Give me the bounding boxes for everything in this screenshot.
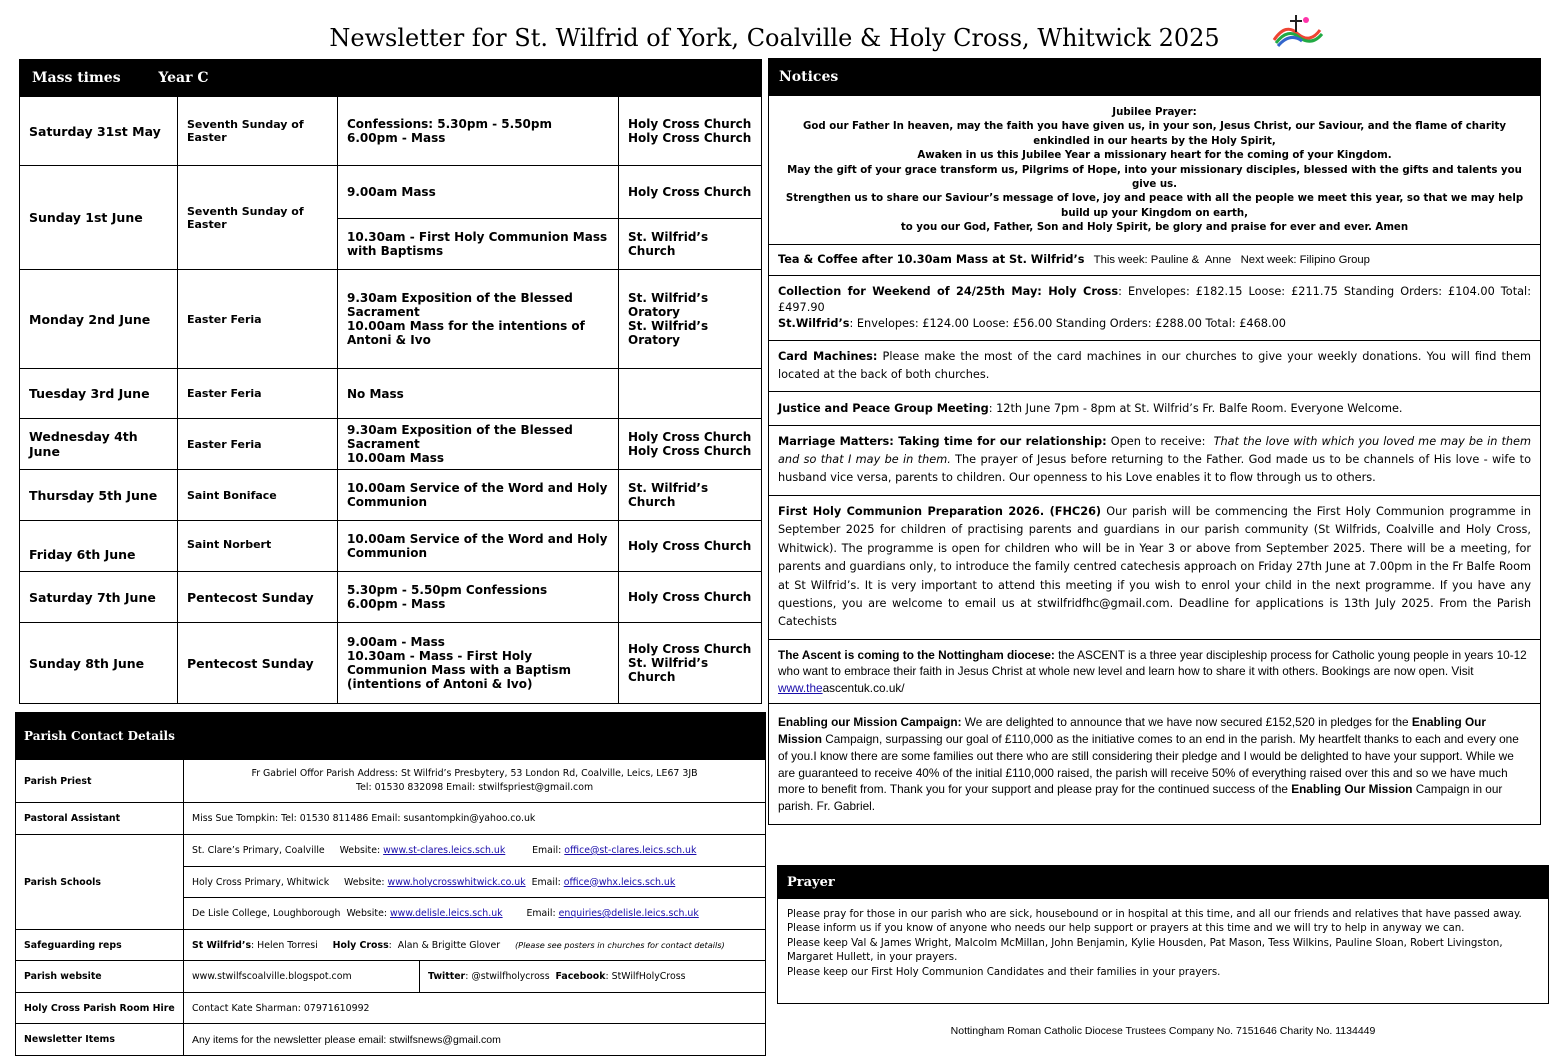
table-row: [20, 166, 762, 219]
mass-place: Holy Cross Church: [619, 166, 762, 219]
email-label: Email:: [505, 845, 565, 856]
tea-coffee-notice: [769, 244, 1540, 275]
facebook-label: Facebook: [555, 971, 606, 982]
mass-place: Holy Cross Church: [619, 521, 762, 572]
email-label: Email:: [525, 876, 564, 888]
jubilee-line: Awaken in us this Jubilee Year a missionary heart for the coming of your Kingdom.: [917, 150, 1392, 162]
liturgical-year: Year C: [158, 70, 209, 86]
jubilee-title: Jubilee Prayer:: [1112, 107, 1197, 118]
mass-times-title: Mass times: [32, 70, 121, 86]
prayer-line: Please pray for those in our parish who are sick, housebound or in hospital at this time, and all our friends and relatives that have passed away.: [787, 909, 1522, 920]
school-name: De Lisle College, Loughborough Website:: [192, 908, 390, 919]
mass-times: 9.30am Exposition of the Blessed Sacrament 10.00am Mass for the intentions of Antoni & Ivo: [338, 270, 619, 369]
school-website-link[interactable]: www.delisle.leics.sch.uk: [389, 908, 503, 919]
mission-colon: :: [957, 715, 962, 730]
mass-place: Holy Cross Church St. Wilfrid’s Church: [619, 623, 762, 704]
card-details: Please make the most of the card machines in our churches to give your weekly donations. You will find them located at the back of both churches.: [778, 349, 1531, 381]
marriage-label: Marriage Matters: Taking time for our relationship:: [778, 434, 1107, 448]
mass-day: Friday 6th June: [20, 521, 178, 572]
school-email-link[interactable]: enquiries@delisle.leics.sch.uk: [558, 908, 699, 919]
social-details: [420, 961, 766, 993]
table-row: [20, 369, 762, 419]
facebook-handle: : StWilfHolyCross: [605, 971, 686, 982]
mass-feast: Pentecost Sunday: [178, 623, 338, 704]
mass-feast: Saint Boniface: [178, 470, 338, 521]
mass-times: Confessions: 5.30pm - 5.50pm 6.00pm - Mass: [338, 97, 619, 166]
mass-times: 9.30am Exposition of the Blessed Sacrament 10.00am Mass: [338, 419, 619, 470]
school-email-link[interactable]: office@whx.leics.sch.uk: [563, 876, 676, 888]
jubilee-prayer: [769, 96, 1540, 244]
prayer-title: Prayer: [778, 866, 1548, 899]
jubilee-line: May the gift of your grace transform us, Pilgrims of Hope, into your missionary disciples, blessed with the gifts and talents you give us.: [787, 164, 1522, 191]
website-label: Parish website: [16, 961, 184, 993]
priest-contact: Tel: 01530 832098 Email: stwilfspriest@gmail.com: [355, 782, 594, 793]
mass-place: St. Wilfrid’s Oratory St. Wilfrid’s Oratory: [619, 270, 762, 369]
twitter-label: Twitter: [428, 971, 466, 982]
table-row: [20, 270, 762, 369]
safe-hc-label: Holy Cross: [332, 939, 389, 951]
mass-place: Holy Cross Church Holy Cross Church: [619, 97, 762, 166]
mission-bold: Enabling Our Mission: [778, 715, 1486, 747]
mission-text: Campaign, surpassing our goal of £110,000 as the initiative comes to an end in the parish. My heartfelt thanks to each and every one of you.I know there are some families out there who are still considering their pledge and I would be delighted to have your support. While we are guaranteed to receive 40% of the initial £110,000 raised, the parish will receive 50% of everything raised over this and so we have much more to benefit from. Thank you for your support and please pray for the continued success of the: [778, 732, 1519, 797]
mission-text: Campaign in our parish. Fr. Gabriel.: [778, 782, 1503, 814]
school-de-lisle: [184, 898, 766, 930]
table-row: [20, 623, 762, 704]
ascent-link-rest: ascentuk.co.uk/: [822, 680, 905, 695]
table-row: [16, 835, 766, 867]
school-holy-cross: [184, 867, 766, 898]
notices-panel: [768, 58, 1541, 825]
tea-label: Tea & Coffee after 10.30am Mass at St. Wilfrid’s: [778, 252, 1085, 266]
school-website-link[interactable]: www.st-clares.leics.sch.uk: [383, 845, 506, 856]
table-row: [16, 803, 766, 835]
mass-feast: Seventh Sunday of Easter: [178, 166, 338, 270]
priest-label: Parish Priest: [16, 760, 184, 803]
table-row: [20, 521, 762, 572]
newsletter-items-label: Newsletter Items: [16, 1024, 184, 1056]
collection-st-wilfrids: : Envelopes: £124.00 Loose: £56.00 Standing Orders: £288.00 Total: £468.00: [849, 316, 1286, 330]
ascent-label: The Ascent is coming to the Nottingham diocese:: [778, 647, 1055, 662]
collection-sw-label: St.Wilfrid’s: [778, 316, 850, 330]
mass-times-header: [20, 60, 762, 97]
contacts-title: Parish Contact Details: [16, 713, 766, 760]
collection-notice: [769, 275, 1540, 340]
marriage-quote: That the love with which you loved me may be in them and so that I may be in them.: [778, 434, 1531, 467]
mass-place: [619, 369, 762, 419]
safeguarding-details: [184, 930, 766, 961]
mass-feast: Easter Feria: [178, 270, 338, 369]
mass-feast: Pentecost Sunday: [178, 572, 338, 623]
mass-day: Saturday 31st May: [20, 97, 178, 166]
school-email-link[interactable]: office@st-clares.leics.sch.uk: [564, 845, 697, 856]
mass-times: 9.00am Mass: [338, 166, 619, 219]
card-machines-notice: [769, 340, 1540, 391]
mass-feast: Saint Norbert: [178, 521, 338, 572]
mass-times: No Mass: [338, 369, 619, 419]
ascent-link[interactable]: www.the: [778, 680, 823, 695]
mass-times-table: [19, 59, 762, 704]
school-name: St. Clare’s Primary, Coalville Website:: [192, 845, 384, 856]
mass-times: 10.00am Service of the Word and Holy Communion: [338, 470, 619, 521]
mission-bold: Enabling Our Mission: [1291, 782, 1413, 797]
mass-day: Tuesday 3rd June: [20, 369, 178, 419]
mass-place: St. Wilfrid’s Church: [619, 219, 762, 270]
pastoral-label: Pastoral Assistant: [16, 803, 184, 835]
mass-day: Sunday 1st June: [20, 166, 178, 270]
table-row: [16, 961, 766, 993]
mass-feast: Seventh Sunday of Easter: [178, 97, 338, 166]
newsletter-items-details: Any items for the newsletter please email: stwilfsnews@gmail.com: [184, 1024, 766, 1056]
mass-place: St. Wilfrid’s Church: [619, 470, 762, 521]
safe-sw-label: St Wilfrid’s: [192, 939, 252, 951]
hire-label: Holy Cross Parish Room Hire: [16, 993, 184, 1024]
table-row: [16, 930, 766, 961]
mass-feast: Easter Feria: [178, 369, 338, 419]
school-website-link[interactable]: www.holycrosswhitwick.co.uk: [387, 876, 526, 888]
marriage-details: The prayer of Jesus before returning to the Father. God made us to be channels of His love - wife to husband vice versa, parents to children. Our openness to his Love enables it to flow through us to others.: [778, 453, 1531, 485]
table-row: [20, 470, 762, 521]
table-row: [20, 419, 762, 470]
card-label: Card Machines:: [778, 349, 878, 363]
marriage-pre: Open to receive:: [1106, 434, 1214, 448]
prayer-line: Please inform us if you know of anyone who needs our help support or prayers at this time and we will try to help in anyway we can.: [787, 923, 1465, 935]
safeguarding-label: Safeguarding reps: [16, 930, 184, 961]
mass-times: 10.30am - First Holy Communion Mass with Baptisms: [338, 219, 619, 270]
contacts-header: [16, 713, 766, 760]
fhc-label: First Holy Communion Preparation 2026. (FHC26): [778, 504, 1102, 518]
mission-label: Enabling our Mission Campaign: [778, 715, 958, 730]
parish-website[interactable]: www.stwilfscoalville.blogspot.com: [184, 961, 420, 993]
mass-place: Holy Cross Church Holy Cross Church: [619, 419, 762, 470]
parish-contacts-table: [15, 712, 766, 1056]
mass-day: Sunday 8th June: [20, 623, 178, 704]
table-row: [16, 1024, 766, 1056]
jubilee-line: Strengthen us to share our Saviour’s message of love, joy and peace with all the people we meet this year, so that we may help build up your Kingdom on earth,: [785, 193, 1524, 219]
prayer-body: [778, 899, 1548, 989]
page-title: Newsletter for St. Wilfrid of York, Coalville & Holy Cross, Whitwick 2025: [329, 24, 1220, 52]
fhc-details: Our parish will be commencing the First Holy Communion programme in September 2025 for children of practising parents and guardians in our parish community (St Wilfrids, Coalville and Holy Cross, Whitwick). The programme is open for children who will be in Year 3 or above from September 2025. There will be a meeting, for parents and guardians only, to introduce the family centred catechesis approach on Friday 27th June at 7.00pm in the Fr Balfe Room at St Wilfrid’s. It is very important to attend this meeting if you wish to enrol your child in the next programme. If you have any questions, you are welcome to email us at stwilfridfhc@gmail.com. Deadline for applications is 13th July 2025. From the Parish Catechists: [778, 504, 1531, 629]
tea-details: This week: Pauline & Anne Next week: Filipino Group: [1084, 253, 1370, 266]
table-row: [20, 572, 762, 623]
notices-title: Notices: [769, 59, 1540, 96]
priest-details: Fr Gabriel Offor Parish Address: St Wilfrid’s Presbytery, 53 London Rd, Coalville, Leics, LE67 3JB: [251, 768, 698, 779]
jubilee-line: to you our God, Father, Son and Holy Spirit, be glory and praise for ever and ever. Amen: [900, 222, 1409, 234]
charity-footer: Nottingham Roman Catholic Diocese Trustees Company No. 7151646 Charity No. 1134449: [950, 1025, 1376, 1037]
mass-times: 10.00am Service of the Word and Holy Communion: [338, 521, 619, 572]
safe-hc: : Alan & Brigitte Glover: [388, 939, 515, 951]
mass-place: Holy Cross Church: [619, 572, 762, 623]
jp-details: : 12th June 7pm - 8pm at St. Wilfrid’s Fr. Balfe Room. Everyone Welcome.: [988, 401, 1403, 415]
email-label: Email:: [502, 908, 559, 919]
jp-label: Justice and Peace Group Meeting: [778, 401, 989, 415]
mass-times: 9.00am - Mass 10.30am - Mass - First Holy Communion Mass with a Baptism (intentions of Antoni & Ivo): [338, 623, 619, 704]
justice-peace-notice: [769, 391, 1540, 425]
ascent-notice: [769, 639, 1540, 704]
mass-times: 5.30pm - 5.50pm Confessions 6.00pm - Mass: [338, 572, 619, 623]
table-row: [16, 993, 766, 1024]
ascent-details: the ASCENT is a three year discipleship process for Catholic young people in years 10-12 who want to embrace their faith in Jesus Christ at whole new level and learn how to share it with others. Bookings are now open. Visit: [778, 647, 1527, 679]
mass-day: Wednesday 4th June: [20, 419, 178, 470]
collection-holy-cross: : Envelopes: £182.15 Loose: £211.75 Standing Orders: £104.00 Total: £497.90: [778, 284, 1531, 314]
prayer-line: Please keep our First Holy Communion Candidates and their families in your prayers.: [787, 966, 1221, 978]
first-communion-notice: [769, 495, 1540, 639]
marriage-matters-notice: [769, 425, 1540, 495]
collection-label: Collection for Weekend of 24/25th May: Holy Cross: [778, 284, 1119, 298]
pastoral-details: Miss Sue Tompkin: Tel: 01530 811486 Email: susantompkin@yahoo.co.uk: [184, 803, 766, 835]
prayer-panel: [777, 865, 1549, 1004]
mission-text: We are delighted to announce that we have now secured £152,520 in pledges for the: [961, 715, 1412, 730]
mass-feast: Easter Feria: [178, 419, 338, 470]
prayer-line: Please keep Val & James Wright, Malcolm McMillan, John Benjamin, Kylie Housden, Pat Mason, Tess Wilkins, Pauline Sloan, Robert Livingston, Margaret Hullett, in your prayers.: [787, 937, 1503, 964]
mass-day: Thursday 5th June: [20, 470, 178, 521]
mission-campaign-notice: [769, 703, 1540, 824]
twitter-handle: : @stwilfholycross: [465, 971, 556, 982]
safe-sw: : Helen Torresi: [251, 939, 333, 951]
school-name: Holy Cross Primary, Whitwick Website:: [192, 876, 388, 888]
mass-day: Saturday 7th June: [20, 572, 178, 623]
schools-label: Parish Schools: [16, 835, 184, 930]
mass-day: Monday 2nd June: [20, 270, 178, 369]
table-row: [16, 760, 766, 803]
hire-details: Contact Kate Sharman: 07971610992: [184, 993, 766, 1024]
safe-note: (Please see posters in churches for contact details): [514, 939, 725, 950]
table-row: [20, 97, 762, 166]
jubilee-line: God our Father In heaven, may the faith you have given us, in your son, Jesus Christ, our Saviour, and the flame of charity enkindled in our hearts by the Holy Spirit,: [803, 121, 1506, 147]
school-st-clares: [184, 835, 766, 867]
jubilee-logo: [1266, 12, 1326, 52]
